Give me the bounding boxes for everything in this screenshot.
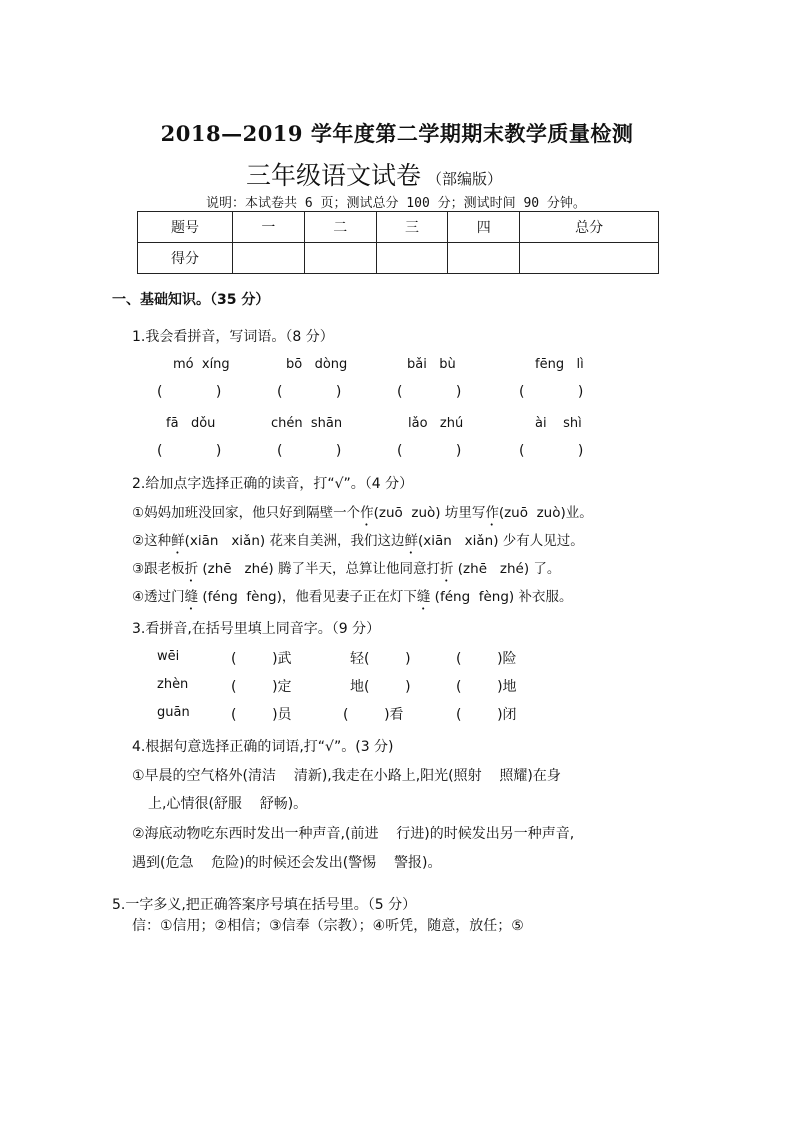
q2-item-3 (132, 557, 560, 585)
q1-blank[interactable]: ( ) (157, 443, 222, 459)
q3-blank[interactable]: ( )武 (231, 651, 292, 667)
q4-item-1-line-1: ①早晨的空气格外(清洁 清新),我走在小路上,阳光(照射 照耀)在身 (132, 768, 561, 784)
score-cell[interactable] (520, 243, 659, 274)
exam-title: 2018—2019 学年度第二学期期末教学质量检测 (160, 121, 634, 146)
dotted-char: 作 (485, 505, 499, 521)
q3-blank[interactable]: ( )员 (231, 707, 292, 723)
q2-item-2 (132, 529, 584, 557)
score-table (137, 211, 659, 274)
q3-blank[interactable]: ( )险 (456, 651, 517, 667)
q4-item-1-line-2: 上,心情很(舒服 舒畅)。 (148, 796, 308, 812)
q1-pinyin-4: fēng lì (535, 357, 584, 372)
dotted-char: 鲜 (404, 533, 418, 549)
text: (zuō zuò) 坊里写 (373, 505, 486, 521)
q1-pinyin-3: bǎi bù (407, 357, 456, 372)
q2-item-4 (132, 585, 572, 613)
text: ②这种 (132, 533, 172, 549)
q4-item-2-line-1: ②海底动物吃东西时发出一种声音,(前进 行进)的时候发出另一种声音, (132, 826, 575, 842)
score-cell[interactable] (233, 243, 305, 274)
q2-title: 2.给加点字选择正确的读音，打“√”。（4 分） (132, 476, 414, 492)
score-cell[interactable] (448, 243, 520, 274)
q3-blank[interactable]: ( )闭 (456, 707, 517, 723)
score-cell[interactable] (376, 243, 448, 274)
q5-title: 5.一字多义,把正确答案序号填在括号里。（5 分） (112, 897, 417, 913)
text: (zuō zuò)业。 (498, 505, 593, 521)
q3-title: 3.看拼音,在括号里填上同音字。（9 分） (132, 621, 381, 637)
text: (xiān xiǎn) 少有人见过。 (417, 533, 584, 549)
exam-subtitle (246, 156, 502, 192)
dotted-char: 缝 (416, 589, 431, 605)
q3-pinyin-2: zhèn (157, 677, 189, 692)
dotted-char: 折 (440, 561, 454, 577)
dotted-char: 作 (360, 505, 374, 521)
score-table-score-row (138, 243, 659, 274)
score-table-header-row (138, 212, 659, 243)
q1-title: 1.我会看拼音，写词语。（8 分） (132, 329, 334, 345)
text: (zhē zhé) 了。 (453, 561, 561, 577)
text: (xiān xiǎn) 花来自美洲，我们这边 (184, 533, 405, 549)
text: (féng fèng) 补衣服。 (430, 589, 573, 605)
q3-pinyin-1: wēi (157, 649, 180, 664)
score-cell[interactable] (304, 243, 376, 274)
edition-label: （部编版） (427, 170, 503, 188)
text: (zhē zhé) 腾了半天，总算让他同意打 (198, 561, 440, 577)
dotted-char: 折 (184, 561, 199, 577)
q2-item-1 (132, 501, 593, 529)
q4-title: 4.根据句意选择正确的词语,打“√”。(3 分) (132, 739, 394, 755)
header-cell-question-number: 题号 (138, 212, 233, 243)
q1-pinyin-5: fā dǒu (166, 416, 216, 431)
q1-blank[interactable]: ( ) (397, 384, 462, 400)
dotted-char: 鲜 (171, 533, 185, 549)
dotted-char: 缝 (184, 589, 199, 605)
text: ①妈妈加班没回家，他只好到隔壁一个 (132, 505, 361, 521)
q3-pinyin-3: guān (157, 705, 190, 720)
text: ④透过门 (132, 589, 185, 605)
score-row-label: 得分 (138, 243, 233, 274)
text: ③跟老板 (132, 561, 185, 577)
q5-definitions: 信：①信用；②相信；③信奉（宗教）；④听凭，随意，放任；⑤ (132, 918, 524, 934)
section-1-heading: 一、基础知识。（35 分） (112, 292, 270, 308)
q3-blank[interactable]: 轻( ) (350, 651, 411, 667)
header-cell-part-4: 四 (448, 212, 520, 243)
q3-blank[interactable]: ( )看 (343, 707, 404, 723)
q1-blank[interactable]: ( ) (277, 384, 342, 400)
q1-pinyin-8: ài shì (535, 416, 582, 431)
q3-blank[interactable]: 地( ) (350, 679, 411, 695)
text: (féng fèng)，他看见妻子正在灯下 (198, 589, 417, 605)
exam-instructions: 说明：本试卷共 6 页；测试总分 100 分；测试时间 90 分钟。 (206, 196, 586, 211)
q4-item-2-line-2: 遇到(危急 危险)的时候还会发出(警惕 警报)。 (132, 855, 442, 871)
header-cell-total: 总分 (520, 212, 659, 243)
q1-pinyin-2: bō dòng (286, 357, 348, 372)
q3-blank[interactable]: ( )地 (456, 679, 517, 695)
q1-blank[interactable]: ( ) (157, 384, 222, 400)
q1-pinyin-6: chén shān (271, 416, 343, 431)
q1-blank[interactable]: ( ) (397, 443, 462, 459)
q1-blank[interactable]: ( ) (277, 443, 342, 459)
header-cell-part-1: 一 (233, 212, 305, 243)
q1-pinyin-1: mó xíng (173, 357, 230, 372)
q1-pinyin-7: lǎo zhú (408, 416, 464, 431)
header-cell-part-3: 三 (376, 212, 448, 243)
subtitle-text: 三年级语文试卷 (246, 161, 422, 190)
q1-blank[interactable]: ( ) (519, 384, 584, 400)
q3-blank[interactable]: ( )定 (231, 679, 292, 695)
q1-blank[interactable]: ( ) (519, 443, 584, 459)
header-cell-part-2: 二 (304, 212, 376, 243)
